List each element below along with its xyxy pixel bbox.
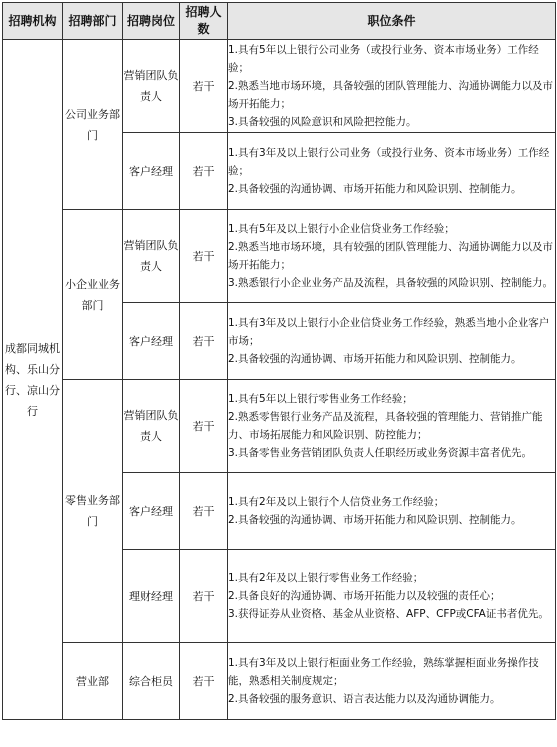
requirement-line: 2.熟悉当地市场环境，具有较强的团队管理能力、沟通协调能力以及市场开拓能力；	[228, 241, 554, 271]
header-org: 招聘机构	[3, 3, 63, 40]
requirements-cell	[228, 303, 556, 380]
count-cell: 若干	[180, 643, 228, 720]
count-cell: 若干	[180, 210, 228, 303]
header-dept: 招聘部门	[63, 3, 123, 40]
requirement-line: 1.具有3年及以上银行小企业信贷业务工作经验，熟悉当地小企业客户市场；	[228, 317, 550, 347]
requirement-line: 3.熟悉银行小企业业务产品及流程，具备较强的风险识别、控制能力。	[228, 277, 554, 289]
position-cell: 营销团队负责人	[123, 380, 180, 473]
requirement-line: 2.具备较强的沟通协调、市场开拓能力和风险识别、控制能力。	[228, 514, 522, 526]
position-cell: 综合柜员	[123, 643, 180, 720]
count-cell: 若干	[180, 303, 228, 380]
table-body	[3, 40, 556, 720]
count-cell: 若干	[180, 550, 228, 643]
requirement-line: 1.具有5年以上银行零售业务工作经验；	[228, 393, 413, 405]
requirement-line: 1.具有3年及以上银行公司业务（或投行业务、资本市场业务）工作经验；	[228, 147, 550, 177]
position-cell: 客户经理	[123, 303, 180, 380]
requirements-cell	[228, 40, 556, 133]
org-name-cell: 成都同城机构、乐山分行、凉山分行	[3, 40, 63, 720]
position-cell: 客户经理	[123, 133, 180, 210]
table-row	[3, 643, 556, 720]
department-cell: 小企业业务部门	[63, 210, 123, 380]
requirements-cell	[228, 133, 556, 210]
position-cell: 营销团队负责人	[123, 40, 180, 133]
requirements-cell	[228, 210, 556, 303]
requirement-line: 1.具有2年及以上银行零售业务工作经验；	[228, 572, 424, 584]
requirements-cell	[228, 643, 556, 720]
department-cell: 零售业务部门	[63, 380, 123, 643]
requirement-line: 2.具备较强的服务意识、语言表达能力以及沟通协调能力。	[228, 693, 501, 705]
position-cell: 营销团队负责人	[123, 210, 180, 303]
requirement-line: 3.获得证券从业资格、基金从业资格、AFP、CFP或CFA证书者优先。	[228, 608, 549, 620]
count-cell: 若干	[180, 473, 228, 550]
header-count: 招聘人数	[180, 3, 228, 40]
table-row	[3, 40, 556, 133]
department-cell: 营业部	[63, 643, 123, 720]
requirement-line: 1.具有3年及以上银行柜面业务工作经验，熟练掌握柜面业务操作技能，熟悉相关制度规定；	[228, 657, 539, 687]
requirement-line: 2.具备较强的沟通协调、市场开拓能力和风险识别、控制能力。	[228, 183, 522, 195]
count-cell: 若干	[180, 40, 228, 133]
table-row	[3, 380, 556, 473]
requirement-line: 3.具备零售业务营销团队负责人任职经历或业务资源丰富者优先。	[228, 447, 533, 459]
requirement-line: 2.熟悉零售银行业务产品及流程，具备较强的管理能力、营销推广能力、市场拓展能力和风险识别、防控能力；	[228, 411, 543, 441]
requirement-line: 3.具备较强的风险意识和风险把控能力。	[228, 116, 417, 128]
requirement-line: 2.具备较强的沟通协调、市场开拓能力和风险识别、控制能力。	[228, 353, 522, 365]
requirements-cell	[228, 380, 556, 473]
header-row	[3, 3, 556, 40]
table-row	[3, 210, 556, 303]
department-cell: 公司业务部门	[63, 40, 123, 210]
requirement-line: 2.具备良好的沟通协调、市场开拓能力以及较强的责任心；	[228, 590, 501, 602]
requirements-cell	[228, 473, 556, 550]
position-cell: 客户经理	[123, 473, 180, 550]
recruitment-table	[2, 2, 556, 720]
count-cell: 若干	[180, 133, 228, 210]
header-position: 招聘岗位	[123, 3, 180, 40]
requirement-line: 2.熟悉当地市场环境，具备较强的团队管理能力、沟通协调能力以及市场开拓能力；	[228, 80, 554, 110]
header-requirements: 职位条件	[228, 3, 556, 40]
requirement-line: 1.具有5年及以上银行小企业信贷业务工作经验；	[228, 223, 455, 235]
requirement-line: 1.具有5年以上银行公司业务（或投行业务、资本市场业务）工作经验；	[228, 44, 539, 74]
requirement-line: 1.具有2年及以上银行个人信贷业务工作经验；	[228, 496, 445, 508]
position-cell: 理财经理	[123, 550, 180, 643]
count-cell: 若干	[180, 380, 228, 473]
requirements-cell	[228, 550, 556, 643]
